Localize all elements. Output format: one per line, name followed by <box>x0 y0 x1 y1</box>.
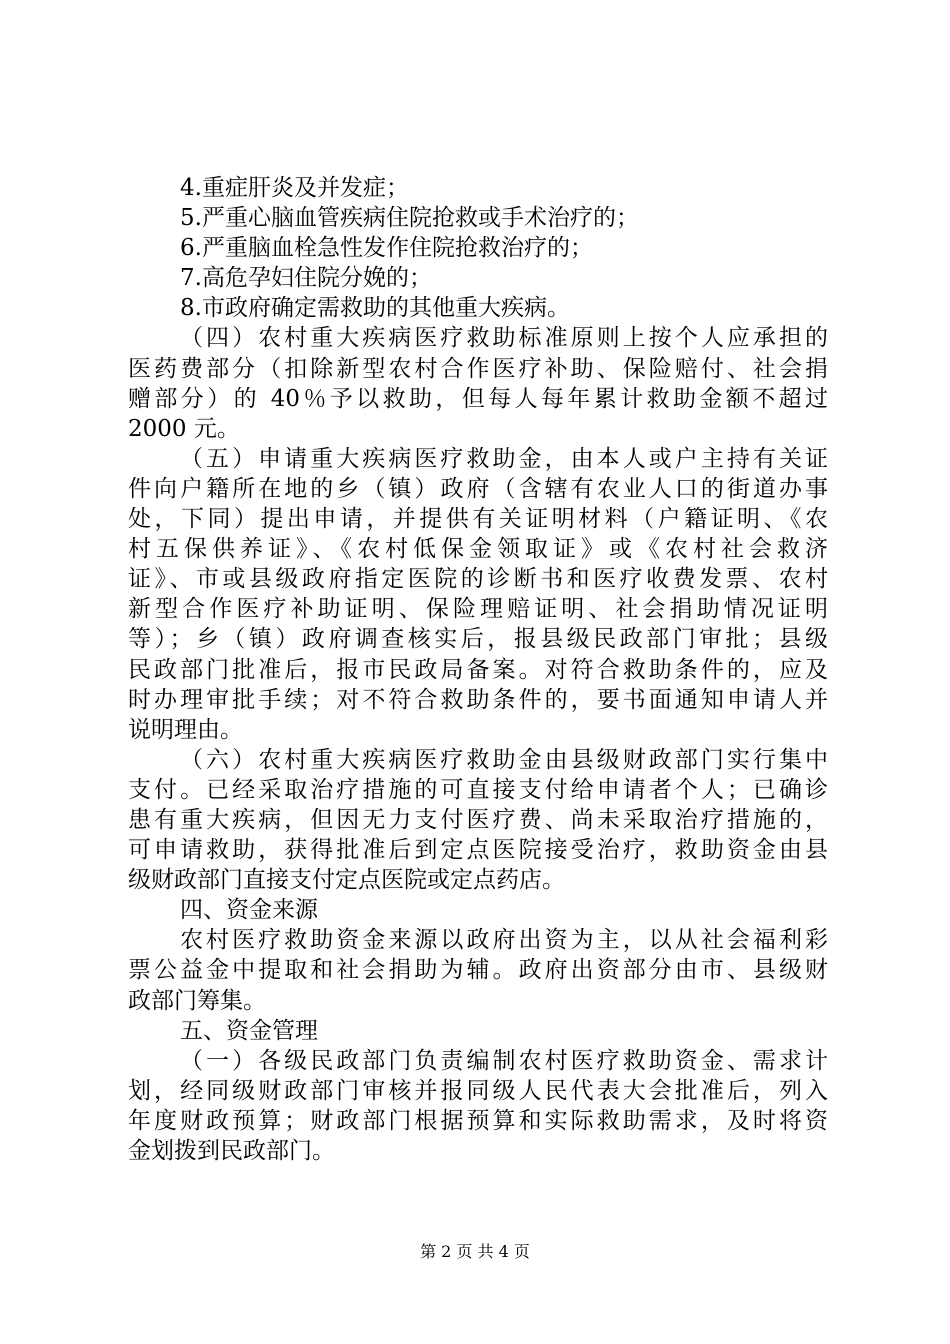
paragraph-line: （四）农村重大疾病医疗救助标准原则上按个人应承担的 <box>180 325 828 352</box>
paragraph-line: 说明理由。 <box>128 716 243 743</box>
paragraph-line: 新型合作医疗补助证明、保险理赔证明、社会捐助情况证明 <box>128 596 828 623</box>
paragraph-line: 赠部分）的 40％予以救助，但每人每年累计救助金额不超过 <box>128 385 828 412</box>
list-item-7: 7.高危孕妇住院分娩的； <box>180 265 432 292</box>
list-item-8: 8.市政府确定需救助的其他重大疾病。 <box>180 295 570 322</box>
document-body <box>128 173 828 1166</box>
paragraph-line: 金划拨到民政部门。 <box>128 1138 335 1164</box>
paragraph-line: 患有重大疾病，但因无力支付医疗费、尚未采取治疗措施的， <box>128 806 828 833</box>
section-heading: 五、资金管理 <box>180 1017 318 1044</box>
list-item-6: 6.严重脑血栓急性发作住院抢救治疗的； <box>180 235 593 262</box>
paragraph-line: 民政部门批准后，报市民政局备案。对符合救助条件的，应及 <box>128 656 828 683</box>
paragraph-line: 时办理审批手续；对不符合救助条件的，要书面通知申请人并 <box>128 686 828 713</box>
paragraph-line: 支付。已经采取治疗措施的可直接支付给申请者个人；已确诊 <box>128 776 828 803</box>
paragraph-line: 农村医疗救助资金来源以政府出资为主，以从社会福利彩 <box>180 927 828 954</box>
paragraph-line: 级财政部门直接支付定点医院或定点药店。 <box>128 867 565 894</box>
section-heading: 四、资金来源 <box>180 897 318 924</box>
paragraph-line: 医药费部分（扣除新型农村合作医疗补助、保险赔付、社会捐 <box>128 355 828 382</box>
paragraph-line: 等）；乡（镇）政府调查核实后，报县级民政部门审批；县级 <box>128 626 828 653</box>
paragraph-line: 2000 元。 <box>128 415 240 442</box>
paragraph-line: 村五保供养证》、《农村低保金领取证》或《农村社会救济 <box>128 536 828 563</box>
paragraph-line: 处，下同）提出申请，并提供有关证明材料（户籍证明、《农 <box>128 506 828 533</box>
paragraph-line: 可申请救助，获得批准后到定点医院接受治疗，救助资金由县 <box>128 837 828 864</box>
paragraph-line: 年度财政预算；财政部门根据预算和实际救助需求，及时将资 <box>128 1107 828 1134</box>
paragraph-line: 政部门筹集。 <box>128 987 266 1014</box>
paragraph-line: 票公益金中提取和社会捐助为辅。政府出资部分由市、县级财 <box>128 957 828 984</box>
paragraph-line: （五）申请重大疾病医疗救助金，由本人或户主持有关证 <box>180 445 828 472</box>
paragraph-line: 件向户籍所在地的乡（镇）政府（含辖有农业人口的街道办事 <box>128 475 828 502</box>
paragraph-line: 证》、市或县级政府指定医院的诊断书和医疗收费发票、农村 <box>128 566 828 593</box>
page-footer: 第 2 页 共 4 页 <box>420 1242 530 1261</box>
list-item-4: 4.重症肝炎及并发症； <box>180 175 409 201</box>
paragraph-line: 划，经同级财政部门审核并报同级人民代表大会批准后，列入 <box>128 1077 828 1104</box>
paragraph-line: （六）农村重大疾病医疗救助金由县级财政部门实行集中 <box>180 746 828 773</box>
list-item-5: 5.严重心脑血管疾病住院抢救或手术治疗的； <box>180 205 639 232</box>
paragraph-line: （一）各级民政部门负责编制农村医疗救助资金、需求计 <box>180 1047 828 1074</box>
